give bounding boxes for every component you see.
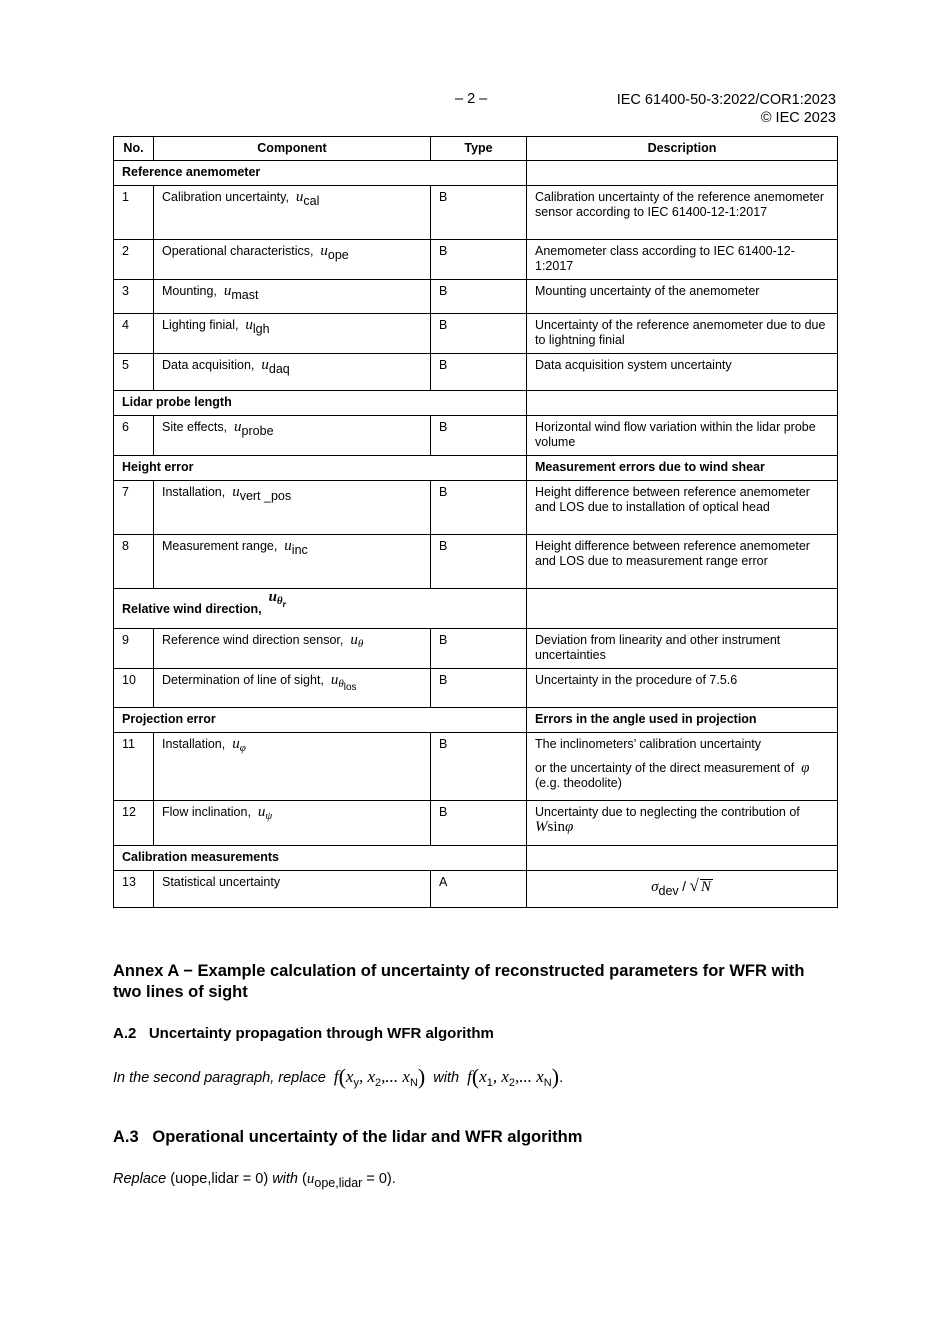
component-label: Flow inclination, bbox=[162, 805, 251, 819]
symbol: u bbox=[245, 317, 253, 333]
component-label: Lighting finial, bbox=[162, 318, 239, 332]
formula-w: W bbox=[535, 819, 548, 835]
section-description bbox=[527, 589, 838, 629]
symbol: u bbox=[257, 804, 266, 820]
row-number: 8 bbox=[114, 535, 154, 589]
a3-replace: Replace bbox=[113, 1171, 167, 1187]
formula-old: $f(x_y$, $x_2$,... $x_N$) bbox=[333, 1064, 426, 1089]
row-number: 3 bbox=[114, 280, 154, 314]
a2-with: with bbox=[433, 1070, 460, 1086]
symbol-subscript: mast bbox=[231, 288, 259, 302]
symbol-subscript: daq bbox=[268, 362, 290, 376]
a3-new-value bbox=[302, 1171, 396, 1190]
section-a2-heading: A.2 Uncertainty propagation through WFR algorithm bbox=[113, 1025, 494, 1042]
symbol-subscript: φ bbox=[239, 742, 246, 754]
a3-old-value: (uope,lidar = 0) bbox=[170, 1171, 269, 1187]
section-description bbox=[527, 161, 838, 186]
row-description: Horizontal wind flow variation within the lidar probe volume bbox=[527, 416, 838, 456]
formula-slash: / bbox=[682, 878, 687, 894]
row-description: Uncertainty of the reference anemometer due to due to lightning finial bbox=[527, 314, 838, 354]
row-type: B bbox=[431, 801, 527, 846]
formula-sin: sin bbox=[547, 819, 566, 835]
row-component bbox=[154, 801, 431, 846]
section-row bbox=[114, 708, 838, 733]
row-number: 7 bbox=[114, 481, 154, 535]
symbol-subscript: vert _pos bbox=[239, 489, 292, 503]
row-number: 6 bbox=[114, 416, 154, 456]
row-number: 13 bbox=[114, 871, 154, 908]
formula-sigma-subscript: dev bbox=[658, 884, 679, 898]
section-a3-heading: A.3 Operational uncertainty of the lidar and WFR algorithm bbox=[113, 1128, 583, 1146]
component-label: Data acquisition, bbox=[162, 358, 255, 372]
row-component bbox=[154, 280, 431, 314]
row-component bbox=[154, 629, 431, 669]
section-row bbox=[114, 391, 838, 416]
row-type: B bbox=[431, 481, 527, 535]
table-row bbox=[114, 314, 838, 354]
symbol: u bbox=[295, 189, 304, 205]
symbol-subscript: ope bbox=[327, 248, 349, 262]
document-id-text: IEC 61400-50-3:2022/COR1:2023 bbox=[616, 92, 836, 108]
row-component bbox=[154, 314, 431, 354]
row-component bbox=[154, 481, 431, 535]
uncertainty-components-table bbox=[113, 136, 838, 908]
symbol: u bbox=[234, 419, 242, 435]
section-symbol-subscript: θ bbox=[276, 595, 283, 607]
component-label: Mounting, bbox=[162, 284, 217, 298]
table-row bbox=[114, 733, 838, 801]
description-tail: (e.g. theodolite) bbox=[535, 776, 622, 790]
a3-symbol: u bbox=[306, 1171, 315, 1187]
section-row bbox=[114, 161, 838, 186]
section-description: Measurement errors due to wind shear bbox=[527, 456, 838, 481]
row-number: 11 bbox=[114, 733, 154, 801]
table-header-row bbox=[114, 137, 838, 161]
row-type: A bbox=[431, 871, 527, 908]
row-component bbox=[154, 354, 431, 391]
symbol-subscript: lgh bbox=[252, 322, 270, 336]
table-row bbox=[114, 871, 838, 908]
row-type: B bbox=[431, 240, 527, 280]
row-type: B bbox=[431, 669, 527, 708]
row-description: Anemometer class according to IEC 61400-12-1:2017 bbox=[527, 240, 838, 280]
section-row bbox=[114, 589, 838, 629]
description-text: or the uncertainty of the direct measurement of bbox=[535, 761, 795, 775]
a3-with: with bbox=[272, 1171, 298, 1187]
row-component bbox=[154, 186, 431, 240]
row-description: Height difference between reference anemometer and LOS due to installation of optical head bbox=[527, 481, 838, 535]
a2-text: In the second paragraph, replace bbox=[113, 1070, 326, 1086]
symbol-subscript: cal bbox=[303, 194, 320, 208]
description-line-1: The inclinometers’ calibration uncertainty bbox=[535, 737, 762, 751]
row-component: Statistical uncertainty bbox=[154, 871, 431, 908]
row-type: B bbox=[431, 733, 527, 801]
section-title: Lidar probe length bbox=[114, 391, 527, 416]
section-description: Errors in the angle used in projection bbox=[527, 708, 838, 733]
copyright-text: © IEC 2023 bbox=[760, 110, 836, 126]
row-type: B bbox=[431, 629, 527, 669]
section-title: Reference anemometer bbox=[114, 161, 527, 186]
row-component bbox=[154, 416, 431, 456]
component-label: Installation, bbox=[162, 485, 226, 499]
row-description bbox=[527, 733, 838, 801]
row-description: Calibration uncertainty of the reference anemometer sensor according to IEC 61400-12-1:2017 bbox=[527, 186, 838, 240]
symbol: u bbox=[223, 283, 232, 299]
description-line-2 bbox=[535, 761, 829, 791]
header-type: Type bbox=[431, 137, 527, 161]
document-id bbox=[617, 91, 836, 127]
symbol: u bbox=[261, 357, 269, 373]
table-row bbox=[114, 416, 838, 456]
table-row bbox=[114, 801, 838, 846]
row-description: Mounting uncertainty of the anemometer bbox=[527, 280, 838, 314]
row-description: Deviation from linearity and other instrument uncertainties bbox=[527, 629, 838, 669]
symbol: u bbox=[330, 672, 339, 688]
symbol-subscript: θ bbox=[338, 678, 344, 690]
section-a2-paragraph bbox=[113, 1064, 563, 1090]
symbol: u bbox=[284, 538, 292, 554]
section-description bbox=[527, 391, 838, 416]
section-title: Height error bbox=[114, 456, 527, 481]
table-row bbox=[114, 629, 838, 669]
component-label: Operational characteristics, bbox=[162, 244, 314, 258]
row-description bbox=[527, 871, 838, 908]
section-symbol: u bbox=[268, 589, 277, 605]
row-number: 1 bbox=[114, 186, 154, 240]
row-type: B bbox=[431, 535, 527, 589]
component-label: Determination of line of sight, bbox=[162, 673, 324, 687]
symbol-subsubscript: los bbox=[343, 682, 357, 693]
row-number: 9 bbox=[114, 629, 154, 669]
formula-new: $f(x_1$, $x_2$,... $x_N$). bbox=[467, 1064, 564, 1089]
row-description: Uncertainty in the procedure of 7.5.6 bbox=[527, 669, 838, 708]
row-component bbox=[154, 669, 431, 708]
row-component bbox=[154, 535, 431, 589]
row-description: Data acquisition system uncertainty bbox=[527, 354, 838, 391]
a3-open-paren: ( bbox=[302, 1171, 307, 1187]
header-no: No. bbox=[114, 137, 154, 161]
section-title: Calibration measurements bbox=[114, 846, 527, 871]
section-row bbox=[114, 846, 838, 871]
component-label: Site effects, bbox=[162, 420, 228, 434]
row-number: 12 bbox=[114, 801, 154, 846]
symbol: u bbox=[320, 243, 328, 259]
header-component: Component bbox=[154, 137, 431, 161]
a3-close: = 0). bbox=[362, 1171, 396, 1187]
symbol: u bbox=[350, 632, 358, 648]
description-text: Uncertainty due to neglecting the contribution of bbox=[535, 805, 800, 819]
section-row bbox=[114, 456, 838, 481]
row-number: 10 bbox=[114, 669, 154, 708]
table-row bbox=[114, 280, 838, 314]
row-number: 2 bbox=[114, 240, 154, 280]
formula-n: N bbox=[700, 879, 711, 895]
table-row bbox=[114, 535, 838, 589]
table-row bbox=[114, 186, 838, 240]
section-symbol-subsubscript: r bbox=[282, 599, 287, 609]
component-label: Calibration uncertainty, bbox=[162, 190, 289, 204]
symbol: u bbox=[232, 736, 240, 752]
annex-title: Annex A − Example calculation of uncertainty of reconstructed parameters for WFR with two lines of sight bbox=[113, 962, 805, 1001]
row-type: B bbox=[431, 354, 527, 391]
header-description: Description bbox=[527, 137, 838, 161]
symbol-subscript: inc bbox=[291, 543, 308, 557]
row-type: B bbox=[431, 314, 527, 354]
row-type: B bbox=[431, 186, 527, 240]
section-description bbox=[527, 846, 838, 871]
table-row bbox=[114, 354, 838, 391]
row-description bbox=[527, 801, 838, 846]
a3-symbol-subscript: ope,lidar bbox=[314, 1176, 363, 1190]
table-row bbox=[114, 240, 838, 280]
symbol-subscript: probe bbox=[241, 424, 274, 438]
row-number: 5 bbox=[114, 354, 154, 391]
row-type: B bbox=[431, 280, 527, 314]
table-row bbox=[114, 481, 838, 535]
table-row bbox=[114, 669, 838, 708]
row-component bbox=[154, 240, 431, 280]
formula-sigma: σ bbox=[651, 879, 659, 895]
symbol-subscript: ψ bbox=[265, 810, 273, 822]
section-title bbox=[114, 589, 527, 629]
row-number: 4 bbox=[114, 314, 154, 354]
symbol-subscript: θ bbox=[357, 638, 364, 650]
formula-phi: φ bbox=[565, 819, 574, 835]
section-title-text: Relative wind direction, bbox=[122, 602, 262, 616]
page-number: – 2 – bbox=[455, 91, 488, 107]
component-label: Reference wind direction sensor, bbox=[162, 633, 344, 647]
symbol: u bbox=[232, 484, 240, 500]
component-label: Installation, bbox=[162, 737, 226, 751]
section-title: Projection error bbox=[114, 708, 527, 733]
section-a3-paragraph bbox=[113, 1171, 396, 1190]
sqrt-icon: √ bbox=[689, 876, 699, 895]
phi-symbol: φ bbox=[801, 760, 810, 776]
row-type: B bbox=[431, 416, 527, 456]
row-component bbox=[154, 733, 431, 801]
row-description: Height difference between reference anemometer and LOS due to measurement range error bbox=[527, 535, 838, 589]
component-label: Measurement range, bbox=[162, 539, 278, 553]
